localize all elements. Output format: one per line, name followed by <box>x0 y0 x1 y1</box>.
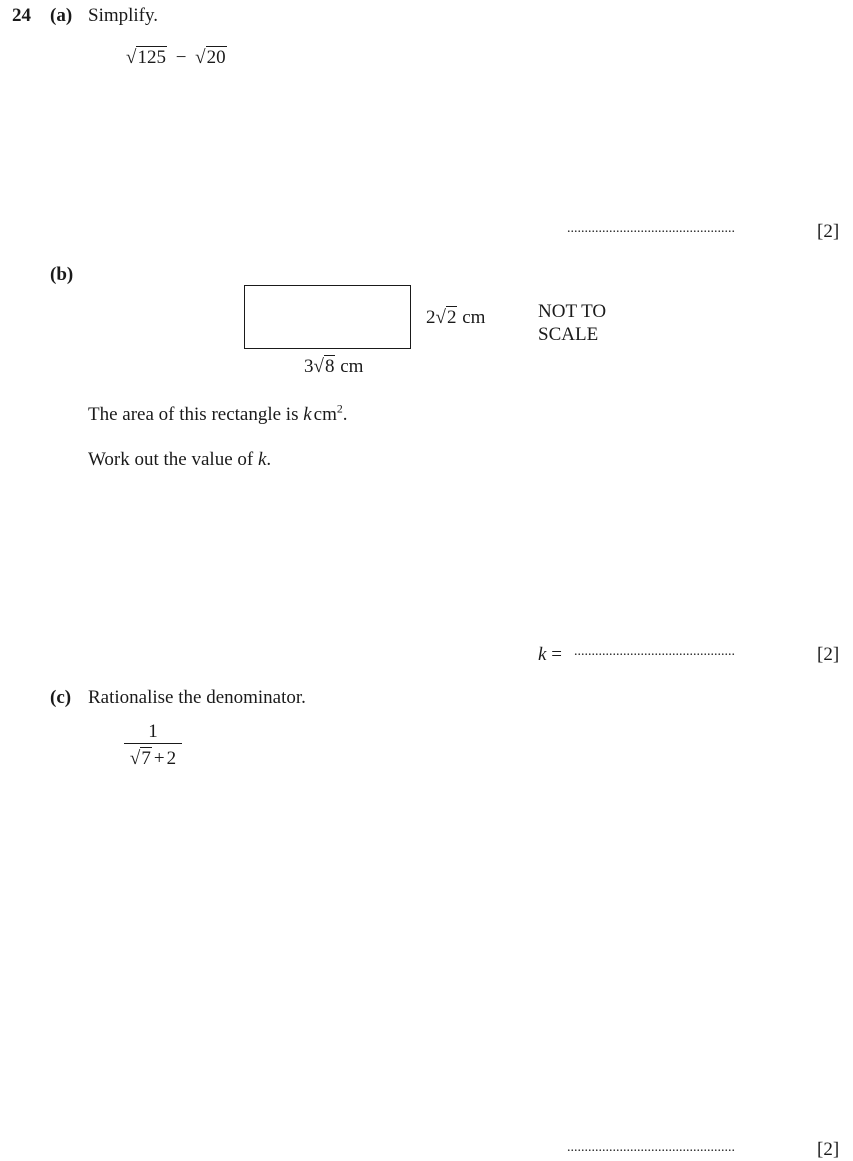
not-to-scale-line1: NOT TO <box>538 301 607 322</box>
question-number: 24 <box>12 5 31 26</box>
answer-variable-k: k <box>538 644 547 665</box>
radical-sign-icon: √ <box>129 748 141 769</box>
addend: 2 <box>166 748 177 769</box>
radicand: 2 <box>446 307 457 328</box>
part-a-answer-line[interactable]: ................................................ <box>567 221 735 236</box>
part-b-label: (b) <box>50 264 74 285</box>
radicand: 20 <box>206 47 226 68</box>
radical-sign-icon: √ <box>195 47 206 68</box>
part-b-statement <box>88 402 348 425</box>
part-c-answer-line[interactable]: ................................................ <box>567 1140 735 1155</box>
rectangle-height-label <box>426 306 485 327</box>
sqrt-125 <box>126 46 167 67</box>
radicand: 7 <box>141 748 151 769</box>
sqrt-7 <box>130 747 152 768</box>
height-unit: cm <box>462 307 486 328</box>
part-a-expression <box>126 46 227 67</box>
part-c-fraction <box>124 722 182 768</box>
radical-sign-icon: √ <box>126 47 137 68</box>
fraction-numerator: 1 <box>148 721 158 742</box>
part-c-instruction: Rationalise the denominator. <box>88 687 306 708</box>
sqrt-2 <box>436 306 458 327</box>
sqrt-8 <box>314 355 336 376</box>
width-coefficient: 3 <box>304 356 314 377</box>
fraction-denominator <box>124 744 182 768</box>
plus-operator: + <box>153 748 165 769</box>
height-coefficient: 2 <box>426 307 436 328</box>
variable-k: k <box>257 449 267 470</box>
part-b-answer-prefix <box>538 645 562 664</box>
part-b-answer-line[interactable]: .............................................. <box>574 644 735 659</box>
radicand: 125 <box>137 47 166 68</box>
radical-sign-icon: √ <box>435 307 446 328</box>
radical-sign-icon: √ <box>313 356 324 377</box>
sqrt-20 <box>195 46 226 67</box>
equals-sign: = <box>551 644 562 665</box>
radicand: 8 <box>324 356 335 377</box>
instruction-period: . <box>266 449 272 470</box>
rectangle-diagram <box>244 285 411 349</box>
part-c-label: (c) <box>50 687 72 708</box>
part-b-marks: [2] <box>817 644 840 665</box>
rectangle-width-label <box>304 355 363 376</box>
part-b-instruction <box>88 450 271 469</box>
not-to-scale-line2: SCALE <box>538 324 599 345</box>
instruction-text: Work out the value of <box>88 449 258 470</box>
statement-period: . <box>342 404 348 425</box>
minus-operator: − <box>175 47 187 68</box>
part-c-marks: [2] <box>817 1139 840 1160</box>
part-a-label: (a) <box>50 5 73 26</box>
width-unit: cm <box>340 356 364 377</box>
area-unit: cm <box>313 404 337 425</box>
part-a-marks: [2] <box>817 221 840 242</box>
statement-text: The area of this rectangle is <box>88 404 304 425</box>
part-a-instruction: Simplify. <box>88 5 159 26</box>
unit-exponent: 2 <box>336 402 343 416</box>
variable-k: k <box>303 404 312 425</box>
